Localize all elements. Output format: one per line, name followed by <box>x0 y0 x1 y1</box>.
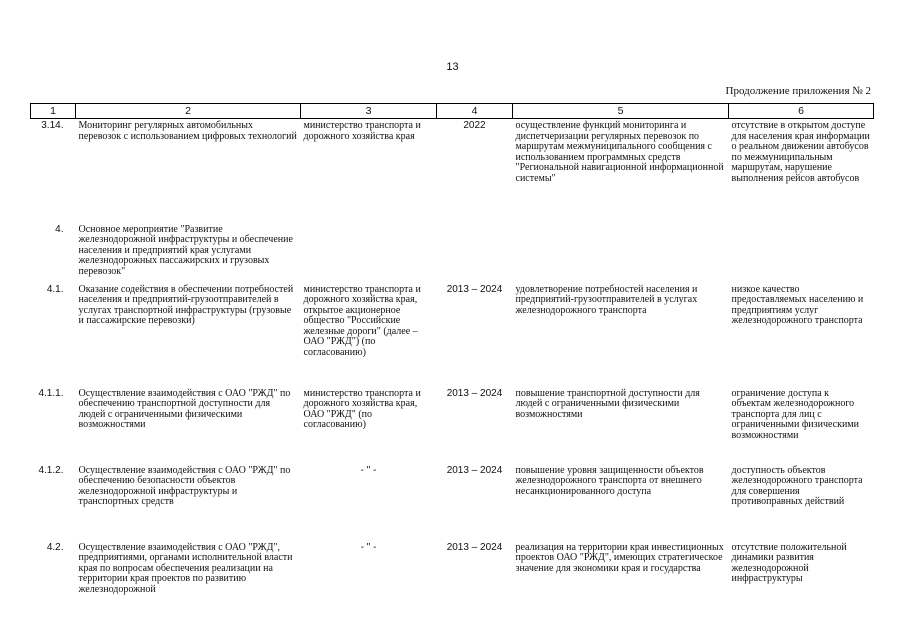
table-row <box>31 541 874 611</box>
expected-result: повышение уровня защищенности объектов железнодорожного транспорта от внешнего несанкционированного доступа <box>515 464 704 497</box>
table-row <box>31 464 874 541</box>
implementation-years: 2013 – 2024 <box>446 283 503 295</box>
expected-result: реализация на территории края инвестиционных проектов ОАО "РЖД", имеющих стратегическое значение для экономики края и государства <box>515 541 724 574</box>
expected-result: удовлетворение потребностей населения и предприятий-грузоотправителей в услугах железнодорожного транспорта <box>515 283 698 316</box>
item-number: 4.1.2. <box>38 464 64 476</box>
measure-name: Основное мероприятие "Развитие железнодорожной инфраструктуры и обеспечение населения и предприятий края услугами железнодорожных пассажирских и грузовых перевозок" <box>78 223 293 277</box>
implementation-years: 2013 – 2024 <box>446 387 503 399</box>
implementation-years: 2013 – 2024 <box>446 464 503 476</box>
table-row <box>31 387 874 464</box>
implementation-years: 2022 <box>463 120 486 131</box>
executor <box>301 223 437 283</box>
column-number-row <box>31 104 874 119</box>
item-number: 4.1.1. <box>38 387 64 399</box>
item-number: 3.14. <box>41 120 64 131</box>
non-implementation-consequence: низкое качество предоставляемых населению и предприятиям услуг железнодорожного транспорта <box>731 283 864 326</box>
column-number-2: 2 <box>76 104 301 119</box>
measure-name: Мониторинг регулярных автомобильных перевозок с использованием цифровых технологий <box>78 120 297 142</box>
column-number-1: 1 <box>31 104 76 119</box>
measures-table <box>30 103 874 611</box>
appendix-continuation-note: Продолжение приложения № 2 <box>725 85 871 97</box>
table-row <box>31 223 874 283</box>
measure-name: Оказание содействия в обеспечении потребностей населения и предприятий-грузоотправителей в услугах транспортной инфраструктуры (грузовые и пассажирские перевозки) <box>78 283 294 326</box>
measure-name: Осуществление взаимодействия с ОАО "РЖД" по обеспечению транспортной доступности для людей с ограниченными физическими возможностями <box>78 387 291 430</box>
executor-ditto: - " - <box>360 464 377 476</box>
item-number: 4. <box>55 223 64 235</box>
measure-name: Осуществление взаимодействия с ОАО "РЖД", предприятиями, органами исполнительной власти края по вопросам обеспечения реализации на территории края проектов по развитию железнодорожной <box>78 541 293 595</box>
column-number-6: 6 <box>729 104 874 119</box>
executor: министерство транспорта и дорожного хозяйства края <box>303 120 421 142</box>
non-implementation-consequence: доступность объектов железнодорожного транспорта для совершения противоправных действий <box>731 464 863 507</box>
expected-result <box>513 223 729 283</box>
executor-ditto: - " - <box>360 541 377 553</box>
item-number: 4.2. <box>46 541 64 553</box>
column-number-3: 3 <box>301 104 437 119</box>
item-number: 4.1. <box>46 283 64 295</box>
non-implementation-consequence: отсутствие в открытом доступе для населения края информации о реальном движении автобусов по межмуниципальным маршрутам, нарушение выполнения рейсов автобусов <box>731 120 870 184</box>
table-row <box>31 119 874 223</box>
executor: министерство транспорта и дорожного хозяйства края, ОАО "РЖД" (по согласованию) <box>303 387 421 430</box>
expected-result: осуществление функций мониторинга и диспетчеризации регулярных перевозок по маршрутам межмуниципального сообщения с использованием программных средств "Региональной навигационной информационной системы" <box>515 120 724 184</box>
non-implementation-consequence: отсутствие положительной динамики развития железнодорожной инфраструктуры <box>731 541 847 584</box>
column-number-4: 4 <box>437 104 513 119</box>
measure-name: Осуществление взаимодействия с ОАО "РЖД" по обеспечению безопасности объектов железнодорожной инфраструктуры и транспортных средств <box>78 464 291 507</box>
executor: министерство транспорта и дорожного хозяйства края, открытое акционерное общество "Российские железные дороги" (далее – ОАО "РЖД") (по согласованию) <box>303 283 421 358</box>
column-number-5: 5 <box>513 104 729 119</box>
implementation-years <box>437 223 513 283</box>
table-row <box>31 283 874 387</box>
expected-result: повышение транспортной доступности для людей с ограниченными физическими возможностями <box>515 387 700 420</box>
non-implementation-consequence: ограничение доступа к объектам железнодорожного транспорта для лиц с ограниченными физическими возможностями <box>731 387 859 441</box>
non-implementation-consequence <box>729 223 874 283</box>
page-number: 13 <box>446 61 459 73</box>
implementation-years: 2013 – 2024 <box>446 541 503 553</box>
